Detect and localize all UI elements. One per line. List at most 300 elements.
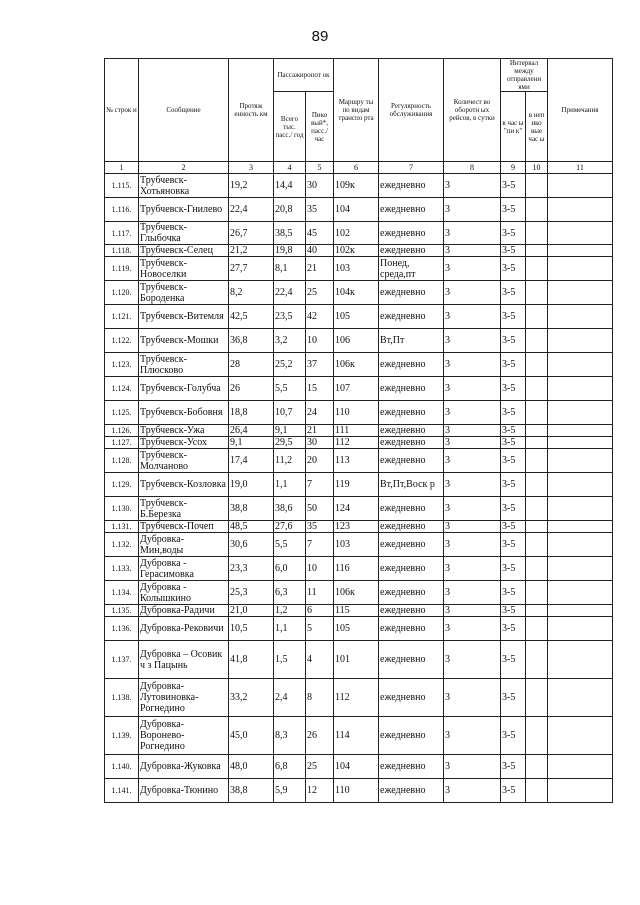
row-number: 1.132. (105, 533, 139, 557)
passengers-peak: 26 (306, 717, 334, 755)
length-km: 21,2 (229, 245, 274, 257)
regularity: ежедневно (379, 497, 444, 521)
regularity: ежедневно (379, 755, 444, 779)
passengers-peak: 24 (306, 401, 334, 425)
table-row (105, 581, 613, 605)
interval-offpeak (526, 198, 548, 222)
table-row (105, 779, 613, 803)
notes-cell (548, 245, 613, 257)
passengers-total: 1,1 (274, 617, 306, 641)
table-row (105, 198, 613, 222)
notes-cell (548, 257, 613, 281)
trips-count: 3 (444, 641, 501, 679)
col-number: 1 (105, 162, 139, 174)
table-row (105, 305, 613, 329)
interval-offpeak (526, 281, 548, 305)
notes-cell (548, 533, 613, 557)
regularity: ежедневно (379, 641, 444, 679)
row-number: 1.121. (105, 305, 139, 329)
table-row (105, 605, 613, 617)
row-number: 1.130. (105, 497, 139, 521)
passengers-total: 19,8 (274, 245, 306, 257)
interval-offpeak (526, 557, 548, 581)
interval-peak: 3-5 (501, 377, 526, 401)
route-number: 105 (334, 305, 379, 329)
header-peak: Пико вый*, пасс./ час (306, 92, 334, 162)
trips-count: 3 (444, 425, 501, 437)
trips-count: 3 (444, 257, 501, 281)
header-length: Протяж енность км (229, 59, 274, 162)
route-number: 110 (334, 401, 379, 425)
route-name: Трубчевск-Новоселки (139, 257, 229, 281)
row-number: 1.139. (105, 717, 139, 755)
row-number: 1.119. (105, 257, 139, 281)
trips-count: 3 (444, 497, 501, 521)
interval-offpeak (526, 329, 548, 353)
notes-cell (548, 198, 613, 222)
header-regularity: Регулярность обслуживания (379, 59, 444, 162)
passengers-peak: 7 (306, 473, 334, 497)
row-number: 1.124. (105, 377, 139, 401)
table-row (105, 257, 613, 281)
table-row (105, 377, 613, 401)
notes-cell (548, 222, 613, 245)
col-number: 7 (379, 162, 444, 174)
route-name: Трубчевск-Усох (139, 437, 229, 449)
interval-peak: 3-5 (501, 281, 526, 305)
length-km: 17,4 (229, 449, 274, 473)
regularity: ежедневно (379, 717, 444, 755)
trips-count: 3 (444, 533, 501, 557)
regularity: ежедневно (379, 305, 444, 329)
route-name: Трубчевск-Почеп (139, 521, 229, 533)
interval-peak: 3-5 (501, 222, 526, 245)
route-name: Трубчевск-Бобовня (139, 401, 229, 425)
length-km: 8,2 (229, 281, 274, 305)
regularity: ежедневно (379, 521, 444, 533)
interval-peak: 3-5 (501, 257, 526, 281)
length-km: 27,7 (229, 257, 274, 281)
notes-cell (548, 497, 613, 521)
trips-count: 3 (444, 521, 501, 533)
routes-table (104, 58, 613, 803)
table-row (105, 557, 613, 581)
route-number: 111 (334, 425, 379, 437)
length-km: 30,6 (229, 533, 274, 557)
col-number: 8 (444, 162, 501, 174)
route-number: 103 (334, 533, 379, 557)
length-km: 26,4 (229, 425, 274, 437)
route-number: 107 (334, 377, 379, 401)
notes-cell (548, 401, 613, 425)
interval-offpeak (526, 617, 548, 641)
table-row (105, 329, 613, 353)
notes-cell (548, 449, 613, 473)
route-name: Дубровка-Воронево-Рогнедино (139, 717, 229, 755)
regularity: ежедневно (379, 281, 444, 305)
route-name: Дубровка-Жуковка (139, 755, 229, 779)
interval-offpeak (526, 377, 548, 401)
route-name: Трубчевск-Голубча (139, 377, 229, 401)
passengers-total: 5,5 (274, 377, 306, 401)
trips-count: 3 (444, 617, 501, 641)
route-number: 104 (334, 755, 379, 779)
passengers-peak: 30 (306, 174, 334, 198)
interval-peak: 3-5 (501, 605, 526, 617)
interval-offpeak (526, 679, 548, 717)
col-number: 6 (334, 162, 379, 174)
col-number: 2 (139, 162, 229, 174)
route-name: Дубровка - Колышкино (139, 581, 229, 605)
table-row (105, 497, 613, 521)
route-number: 114 (334, 717, 379, 755)
row-number: 1.136. (105, 617, 139, 641)
interval-offpeak (526, 305, 548, 329)
passengers-total: 8,3 (274, 717, 306, 755)
passengers-total: 29,5 (274, 437, 306, 449)
regularity: ежедневно (379, 779, 444, 803)
header-interval-offpeak: в неп ико вые час ы (526, 92, 548, 162)
passengers-peak: 10 (306, 329, 334, 353)
passengers-peak: 25 (306, 281, 334, 305)
header-interval: Интервал между отправлени ями (501, 59, 548, 92)
length-km: 19,0 (229, 473, 274, 497)
route-name: Трубчевск-Гнилево (139, 198, 229, 222)
passengers-total: 6,8 (274, 755, 306, 779)
notes-cell (548, 641, 613, 679)
regularity: ежедневно (379, 174, 444, 198)
notes-cell (548, 174, 613, 198)
passengers-total: 6,0 (274, 557, 306, 581)
interval-peak: 3-5 (501, 245, 526, 257)
header-route: Сообщение (139, 59, 229, 162)
route-name: Дубровка-Рековичи (139, 617, 229, 641)
route-name: Трубчевск-Мошки (139, 329, 229, 353)
passengers-peak: 12 (306, 779, 334, 803)
passengers-total: 23,5 (274, 305, 306, 329)
passengers-peak: 35 (306, 521, 334, 533)
regularity: Понед, среда,пт (379, 257, 444, 281)
table-row (105, 617, 613, 641)
passengers-total: 9,1 (274, 425, 306, 437)
route-name: Дубровка-Мин,воды (139, 533, 229, 557)
interval-peak: 3-5 (501, 425, 526, 437)
header-notes: Примечания (548, 59, 613, 162)
length-km: 33,2 (229, 679, 274, 717)
route-name: Трубчевск-Козловка (139, 473, 229, 497)
length-km: 26,7 (229, 222, 274, 245)
route-name: Трубчевск-Б.Березка (139, 497, 229, 521)
row-number: 1.117. (105, 222, 139, 245)
table-row (105, 425, 613, 437)
length-km: 10,5 (229, 617, 274, 641)
notes-cell (548, 617, 613, 641)
interval-offpeak (526, 755, 548, 779)
interval-peak: 3-5 (501, 329, 526, 353)
table-row (105, 222, 613, 245)
passengers-total: 10,7 (274, 401, 306, 425)
trips-count: 3 (444, 198, 501, 222)
regularity: ежедневно (379, 245, 444, 257)
interval-offpeak (526, 449, 548, 473)
trips-count: 3 (444, 353, 501, 377)
passengers-total: 22,4 (274, 281, 306, 305)
route-name: Дубровка-Радичи (139, 605, 229, 617)
regularity: ежедневно (379, 581, 444, 605)
route-number: 124 (334, 497, 379, 521)
interval-offpeak (526, 497, 548, 521)
passengers-total: 38,6 (274, 497, 306, 521)
route-number: 106 (334, 329, 379, 353)
passengers-peak: 15 (306, 377, 334, 401)
notes-cell (548, 605, 613, 617)
regularity: ежедневно (379, 449, 444, 473)
regularity: ежедневно (379, 425, 444, 437)
route-name: Трубчевск-Ужа (139, 425, 229, 437)
route-number: 105 (334, 617, 379, 641)
row-number: 1.116. (105, 198, 139, 222)
route-number: 110 (334, 779, 379, 803)
row-number: 1.123. (105, 353, 139, 377)
regularity: ежедневно (379, 617, 444, 641)
interval-peak: 3-5 (501, 449, 526, 473)
table-header (105, 59, 613, 174)
length-km: 45,0 (229, 717, 274, 755)
passengers-total: 5,9 (274, 779, 306, 803)
notes-cell (548, 779, 613, 803)
route-name: Трубчевск-Витемля (139, 305, 229, 329)
length-km: 18,8 (229, 401, 274, 425)
notes-cell (548, 377, 613, 401)
route-name: Дубровка-Лутовиновка-Рогнедино (139, 679, 229, 717)
col-number: 5 (306, 162, 334, 174)
passengers-peak: 45 (306, 222, 334, 245)
table-row (105, 449, 613, 473)
row-number: 1.127. (105, 437, 139, 449)
notes-cell (548, 581, 613, 605)
row-number: 1.129. (105, 473, 139, 497)
length-km: 26 (229, 377, 274, 401)
notes-cell (548, 281, 613, 305)
interval-peak: 3-5 (501, 174, 526, 198)
passengers-peak: 11 (306, 581, 334, 605)
table-row (105, 281, 613, 305)
length-km: 41,8 (229, 641, 274, 679)
interval-peak: 3-5 (501, 779, 526, 803)
passengers-total: 6,3 (274, 581, 306, 605)
trips-count: 3 (444, 174, 501, 198)
length-km: 21,0 (229, 605, 274, 617)
regularity: ежедневно (379, 679, 444, 717)
header-passenger-flow: Пассажиропот ок (274, 59, 334, 92)
route-number: 104к (334, 281, 379, 305)
passengers-total: 38,5 (274, 222, 306, 245)
passengers-peak: 4 (306, 641, 334, 679)
trips-count: 3 (444, 377, 501, 401)
passengers-total: 1,2 (274, 605, 306, 617)
table-row (105, 641, 613, 679)
col-number: 4 (274, 162, 306, 174)
notes-cell (548, 521, 613, 533)
header-trips: Количест во оборотн ых рейсов, в сутки (444, 59, 501, 162)
table-row (105, 245, 613, 257)
passengers-total: 3,2 (274, 329, 306, 353)
regularity: ежедневно (379, 605, 444, 617)
route-name: Трубчевск-Глыбочка (139, 222, 229, 245)
trips-count: 3 (444, 779, 501, 803)
route-name: Трубчевск-Молчаново (139, 449, 229, 473)
length-km: 48,5 (229, 521, 274, 533)
notes-cell (548, 329, 613, 353)
interval-peak: 3-5 (501, 353, 526, 377)
interval-peak: 3-5 (501, 581, 526, 605)
route-number: 116 (334, 557, 379, 581)
passengers-total: 5,5 (274, 533, 306, 557)
col-number: 9 (501, 162, 526, 174)
interval-offpeak (526, 401, 548, 425)
row-number: 1.131. (105, 521, 139, 533)
notes-cell (548, 679, 613, 717)
row-number: 1.128. (105, 449, 139, 473)
interval-peak: 3-5 (501, 473, 526, 497)
passengers-peak: 50 (306, 497, 334, 521)
passengers-peak: 35 (306, 198, 334, 222)
route-number: 102к (334, 245, 379, 257)
page-number: 89 (311, 28, 329, 45)
passengers-total: 1,5 (274, 641, 306, 679)
length-km: 25,3 (229, 581, 274, 605)
trips-count: 3 (444, 401, 501, 425)
interval-peak: 3-5 (501, 755, 526, 779)
interval-offpeak (526, 533, 548, 557)
passengers-peak: 42 (306, 305, 334, 329)
interval-peak: 3-5 (501, 717, 526, 755)
route-name: Трубчевск-Плюсково (139, 353, 229, 377)
trips-count: 3 (444, 679, 501, 717)
route-number: 106к (334, 581, 379, 605)
trips-count: 3 (444, 449, 501, 473)
interval-offpeak (526, 581, 548, 605)
header-routes: Маршру ты по видам транспо рта (334, 59, 379, 162)
trips-count: 3 (444, 329, 501, 353)
length-km: 38,8 (229, 779, 274, 803)
length-km: 28 (229, 353, 274, 377)
table-body (105, 174, 613, 803)
regularity: ежедневно (379, 557, 444, 581)
row-number: 1.122. (105, 329, 139, 353)
row-number: 1.141. (105, 779, 139, 803)
regularity: ежедневно (379, 198, 444, 222)
table-row (105, 521, 613, 533)
interval-offpeak (526, 425, 548, 437)
interval-offpeak (526, 174, 548, 198)
passengers-total: 25,2 (274, 353, 306, 377)
route-name: Дубровка - Герасимовка (139, 557, 229, 581)
passengers-peak: 6 (306, 605, 334, 617)
interval-peak: 3-5 (501, 305, 526, 329)
passengers-total: 11,2 (274, 449, 306, 473)
interval-peak: 3-5 (501, 198, 526, 222)
table-row (105, 717, 613, 755)
interval-offpeak (526, 353, 548, 377)
length-km: 22,4 (229, 198, 274, 222)
row-number: 1.115. (105, 174, 139, 198)
length-km: 23,3 (229, 557, 274, 581)
interval-peak: 3-5 (501, 679, 526, 717)
regularity: ежедневно (379, 222, 444, 245)
trips-count: 3 (444, 281, 501, 305)
passengers-peak: 21 (306, 257, 334, 281)
route-number: 102 (334, 222, 379, 245)
trips-count: 3 (444, 305, 501, 329)
passengers-peak: 7 (306, 533, 334, 557)
trips-count: 3 (444, 245, 501, 257)
length-km: 19,2 (229, 174, 274, 198)
passengers-total: 20,8 (274, 198, 306, 222)
route-number: 112 (334, 437, 379, 449)
notes-cell (548, 755, 613, 779)
row-number: 1.120. (105, 281, 139, 305)
notes-cell (548, 557, 613, 581)
col-number: 3 (229, 162, 274, 174)
row-number: 1.137. (105, 641, 139, 679)
interval-offpeak (526, 222, 548, 245)
notes-cell (548, 353, 613, 377)
interval-offpeak (526, 245, 548, 257)
regularity: ежедневно (379, 401, 444, 425)
interval-offpeak (526, 437, 548, 449)
route-number: 109к (334, 174, 379, 198)
interval-offpeak (526, 521, 548, 533)
route-number: 104 (334, 198, 379, 222)
route-name: Дубровка-Тюнино (139, 779, 229, 803)
row-number: 1.138. (105, 679, 139, 717)
row-number: 1.134. (105, 581, 139, 605)
header-interval-peak: в час ы "пи к" (501, 92, 526, 162)
regularity: ежедневно (379, 377, 444, 401)
row-number: 1.133. (105, 557, 139, 581)
trips-count: 3 (444, 473, 501, 497)
col-number: 10 (526, 162, 548, 174)
trips-count: 3 (444, 557, 501, 581)
notes-cell (548, 437, 613, 449)
interval-offpeak (526, 257, 548, 281)
regularity: ежедневно (379, 533, 444, 557)
interval-peak: 3-5 (501, 437, 526, 449)
route-name: Трубчевск-Бороденка (139, 281, 229, 305)
trips-count: 3 (444, 605, 501, 617)
passengers-total: 8,1 (274, 257, 306, 281)
interval-peak: 3-5 (501, 557, 526, 581)
route-name: Трубчевск-Хотьяновка (139, 174, 229, 198)
interval-peak: 3-5 (501, 401, 526, 425)
trips-count: 3 (444, 717, 501, 755)
table-row (105, 533, 613, 557)
table-row (105, 437, 613, 449)
trips-count: 3 (444, 222, 501, 245)
row-number: 1.125. (105, 401, 139, 425)
passengers-peak: 10 (306, 557, 334, 581)
route-number: 119 (334, 473, 379, 497)
passengers-peak: 30 (306, 437, 334, 449)
passengers-peak: 25 (306, 755, 334, 779)
passengers-peak: 37 (306, 353, 334, 377)
route-number: 123 (334, 521, 379, 533)
regularity: ежедневно (379, 437, 444, 449)
interval-offpeak (526, 605, 548, 617)
notes-cell (548, 717, 613, 755)
length-km: 9,1 (229, 437, 274, 449)
